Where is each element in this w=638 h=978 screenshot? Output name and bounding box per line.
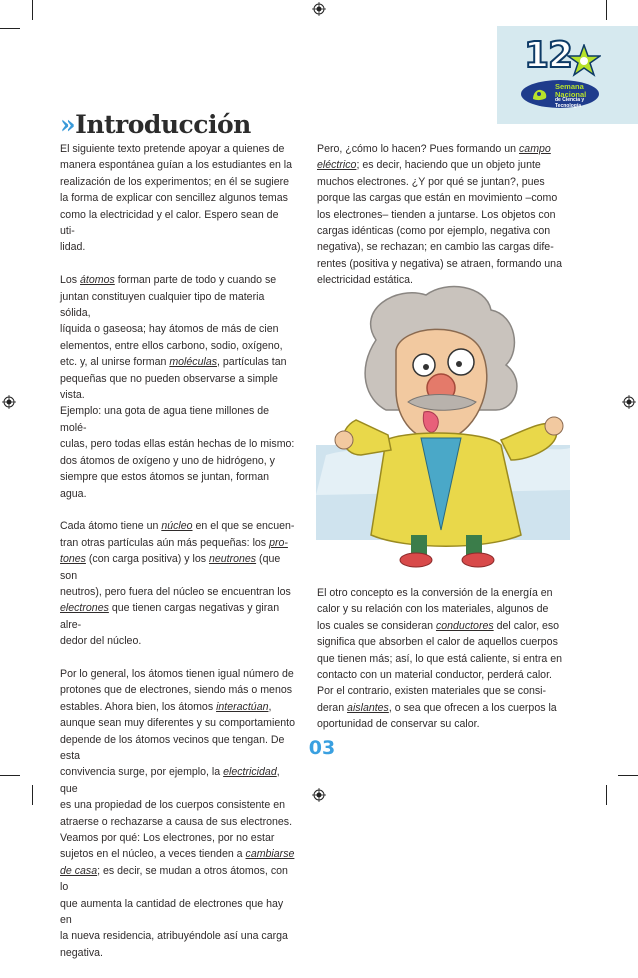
text-run: , partículas tan pequeñas que no pueden observarse a simple vista. Ejemplo: una gota de agua tiene millones de molé- culas, pero todas ellas están hechas de lo mismo: dos átomos de oxígeno y uno de hidrógeno, y siempre que estos átomos se juntan, forman agua. (60, 356, 295, 500)
emphasized-term: cambiarse de casa (60, 848, 295, 877)
text-run: en el que se encuen- tran otras partículas aún más pequeñas: los (60, 520, 295, 549)
emphasized-term: interactúan (216, 700, 269, 713)
emphasized-term: campo eléctrico (317, 143, 551, 172)
text-run: que tienen cargas negativas y giran alre- dedor del núcleo. (60, 602, 280, 648)
emphasized-term: aislantes (347, 701, 389, 714)
left-column (60, 141, 296, 978)
hand-icon (530, 85, 550, 103)
logo-line2: Nacional (555, 89, 587, 99)
emphasized-term: núcleo (161, 520, 193, 533)
registration-mark-icon (2, 395, 16, 409)
emphasized-term: electrones (60, 602, 109, 615)
crop-mark-tr-v (606, 0, 607, 20)
crop-mark-bl-h (0, 775, 20, 776)
emphasized-term: conductores (435, 619, 494, 632)
logo-text (555, 83, 603, 109)
title-chevron: » (60, 110, 76, 139)
text-run: (con carga positiva) y los (85, 553, 209, 566)
registration-mark-icon (312, 788, 326, 802)
text-run: Pero, ¿cómo lo hacen? Pues formando un (317, 143, 519, 155)
crop-mark-bl-v (32, 785, 33, 805)
text-run: ; es decir, haciendo que un objeto junte muchos electrones. ¿Y por qué se juntan?, pues porque las cargas que están en movimiento –como los electrones– tienden a juntarse. Los objetos con cargas idénticas (como por ejemplo, negativa con negativa), se rechazan; en cambio las cargas dife- rentes (positiva y negativa) se atraen, formando una electricidad estática. (317, 159, 562, 287)
emphasized-term: neutrones (208, 553, 257, 566)
paragraph (60, 141, 296, 256)
right-column-bottom (317, 585, 569, 749)
title-text: Introducción (75, 110, 251, 139)
registration-mark-icon (622, 395, 636, 409)
crop-mark-tl-v (32, 0, 33, 20)
text-run: ; es decir, se mudan a otros átomos, con lo que aumenta la cantidad de electrones que hay en la nueva residencia, atribuyéndole así una carga negativa. (60, 864, 288, 959)
star-logo-icon (567, 44, 601, 78)
text-run: forman parte de todo y cuando se juntan constituyen cualquier tipo de materia sólida, líquida o gaseosa; hay átomos de más de cien elementos, entre ellos carbono, sodio, oxígeno, etc. y, al unirse forman (60, 274, 283, 369)
emphasized-term: moléculas (169, 356, 218, 369)
scientist-illustration (316, 280, 570, 570)
paragraph (60, 666, 296, 961)
emphasized-term: átomos (80, 274, 115, 287)
text-run: , aunque sean muy diferentes y su comportamiento depende de los átomos vecinos que tengan. De esta convivencia surge, por ejemplo, la (60, 700, 295, 779)
paragraph (60, 272, 296, 502)
text-run: (que son neutros), pero fuera del núcleo se encuentran los (60, 553, 291, 598)
paragraph (317, 141, 569, 289)
logo-line4: Tecnología (555, 102, 582, 109)
text-run: El otro concepto es la conversión de la energía en calor y su relación con los materiales, algunos de los cuales se consideran (317, 587, 553, 632)
emphasized-term: pro- tones (60, 536, 288, 566)
logo-line1: Semana (555, 82, 584, 91)
text-run: Por lo general, los átomos tienen igual número de protones que de electrones, siendo más o menos estables. Ahora bien, los átomos (60, 667, 294, 713)
text-run: del calor, eso significa que absorben el calor de aquellos cuerpos que tienen más; así, lo que está caliente, si entra en contacto con un material conductor, perderá calor. Por el contrario, existen materiales que se consi- deran (317, 619, 562, 714)
crop-mark-tl-h (0, 28, 20, 29)
text-run: , o sea que ofrecen a los cuerpos la oportunidad de conservar su calor. (317, 701, 557, 731)
crop-mark-br-v (606, 785, 607, 805)
paragraph (60, 518, 296, 649)
text-run: , que es una propiedad de los cuerpos consistente en atraerse o rechazarse a causa de sus electrones. Veamos por qué: Los electrones, por no estar sujetos en el núcleo, a veces tienden a (60, 766, 293, 861)
logo-line3: de Ciencia y (555, 97, 585, 104)
registration-mark-icon (312, 2, 326, 16)
paragraph (317, 585, 569, 733)
text-run: Los (60, 274, 81, 287)
page-title (60, 110, 251, 139)
text-run: El siguiente texto pretende apoyar a quienes de manera espontánea guían a los estudiantes en la realización de los experimentos; en él se sugiere la forma de explicar con sencillez algunos temas como la electricidad y el calor. Espero sean de uti- lidad. (60, 143, 293, 254)
text-run: Cada átomo tiene un (60, 520, 162, 533)
emphasized-term: electricidad (223, 766, 277, 779)
crop-mark-br-h (618, 775, 638, 776)
page-number: 03 (308, 737, 336, 759)
logo-number: 12 (524, 35, 573, 76)
